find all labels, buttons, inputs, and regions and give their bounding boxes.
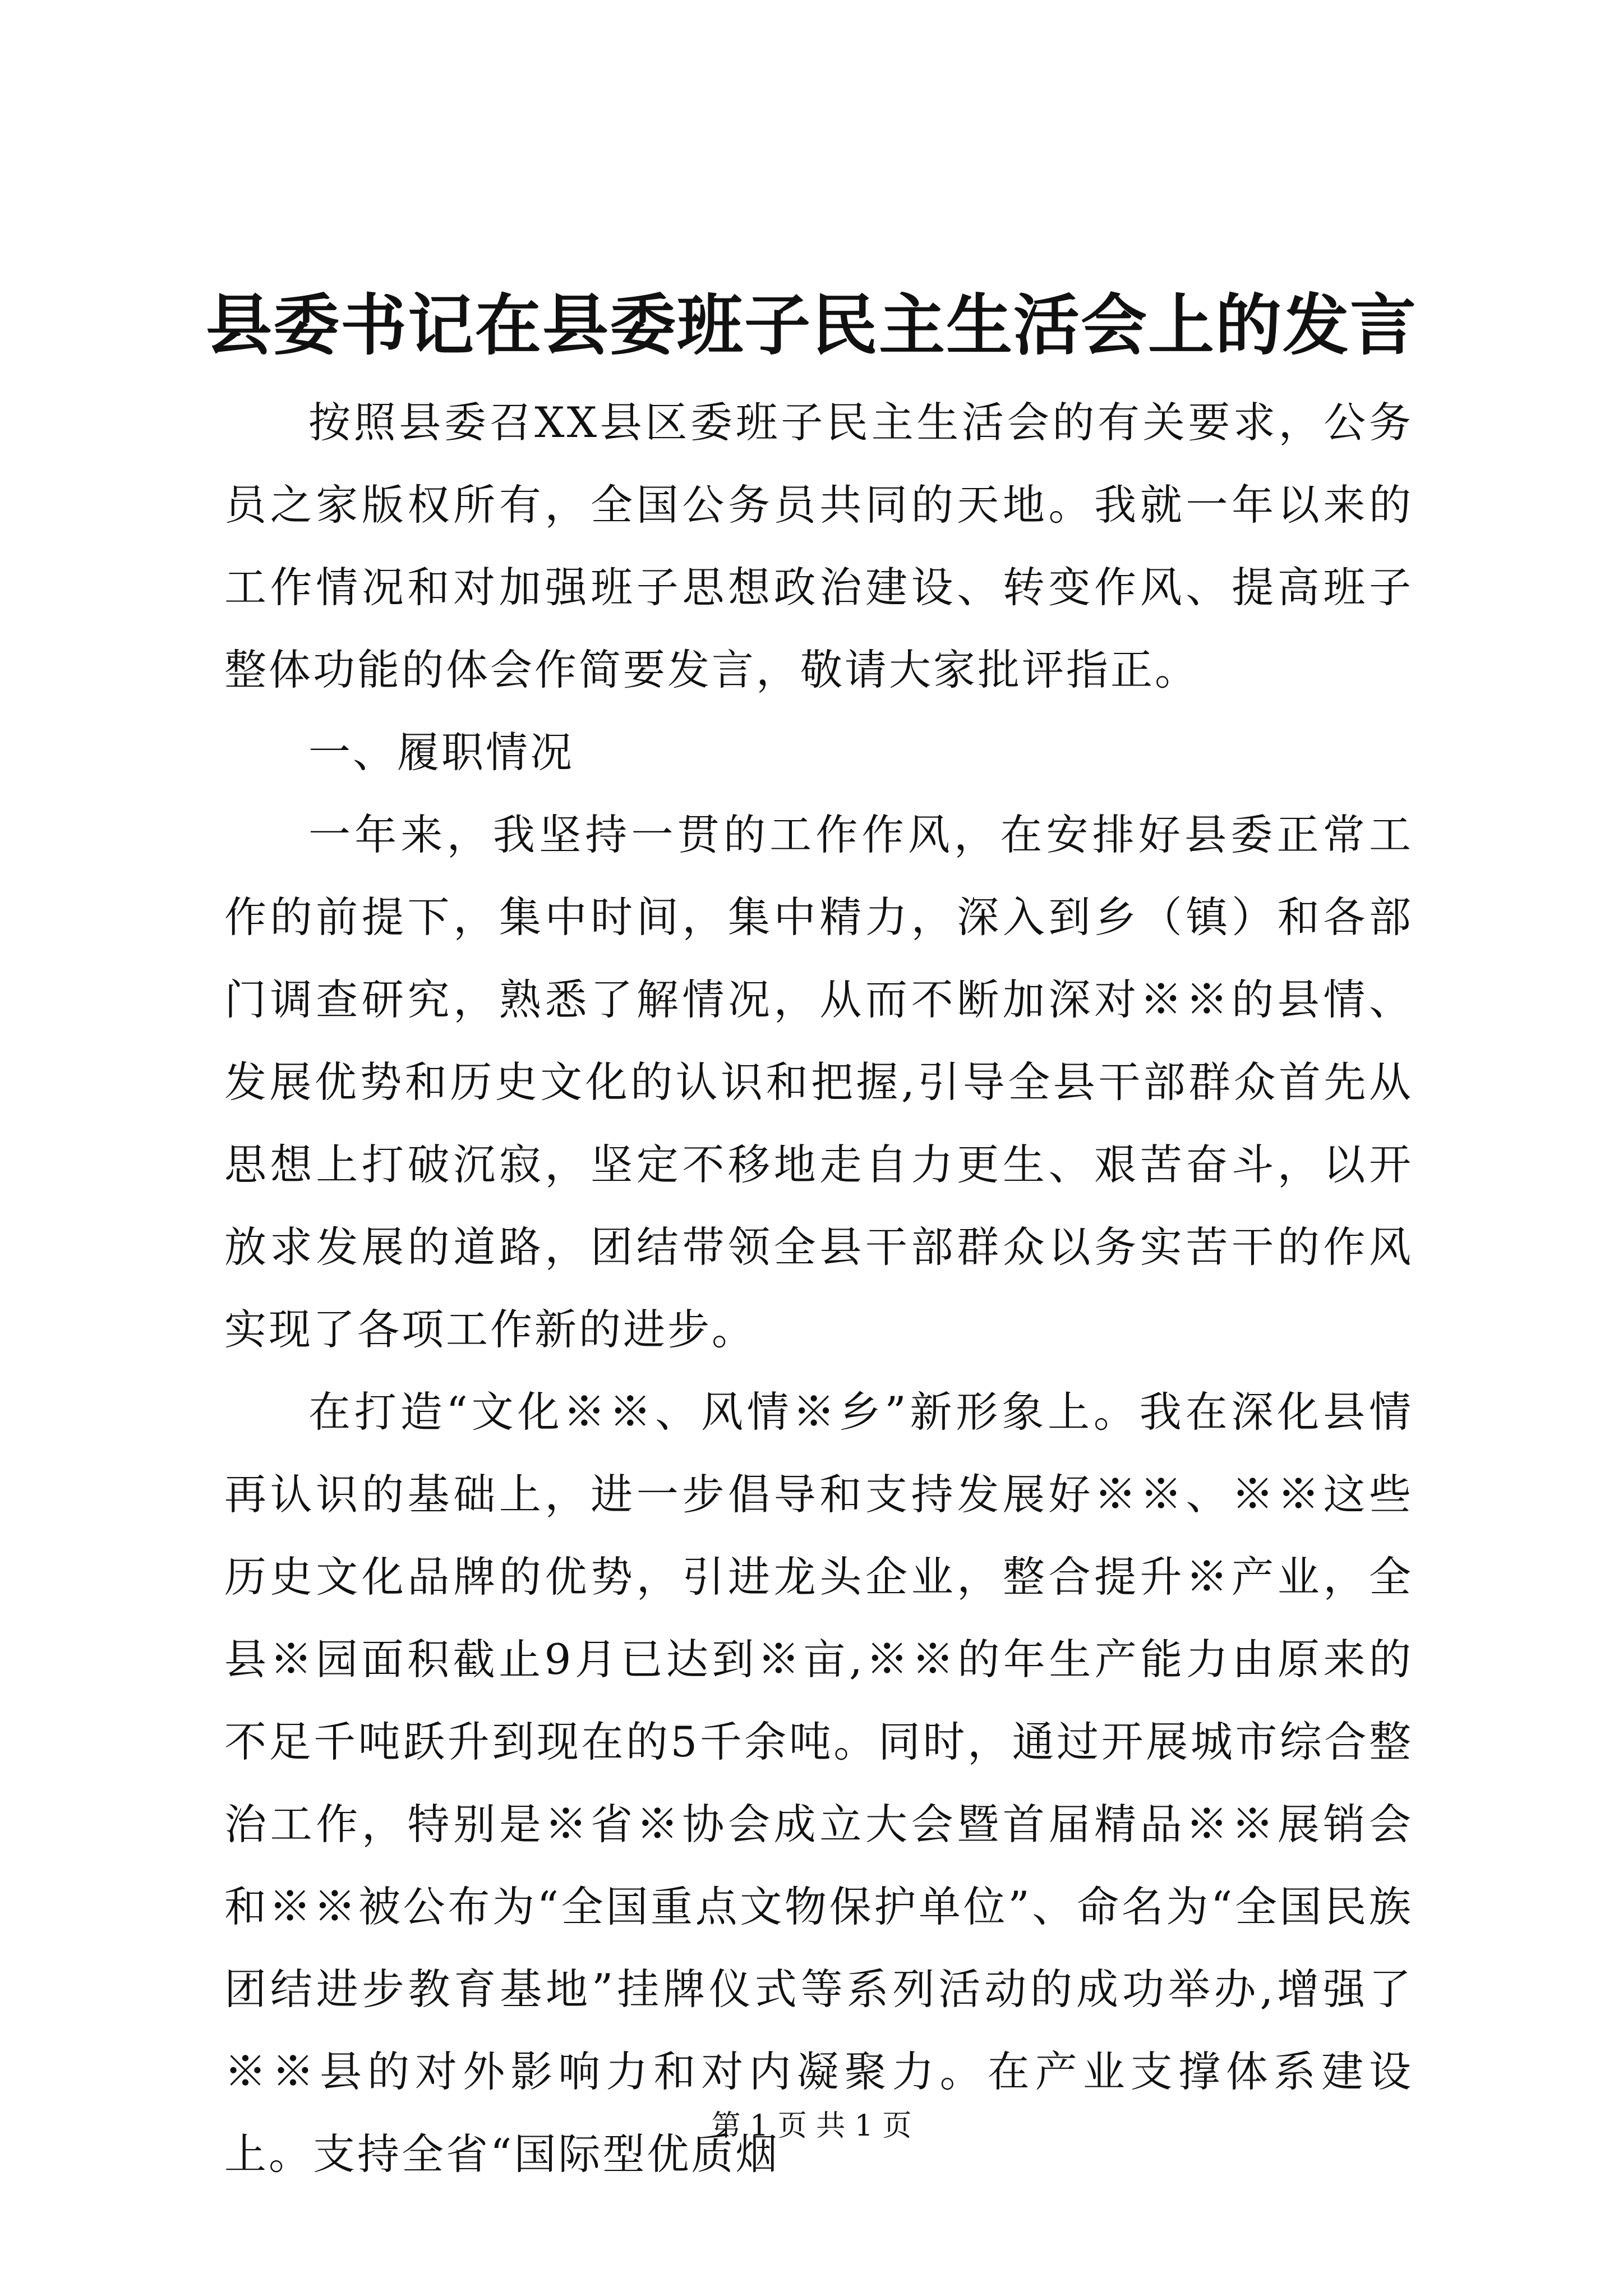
document-body [224, 381, 1413, 2196]
page-footer: 第 1 页 共 1 页 [711, 2109, 912, 2143]
paragraph-work-style: 一年来，我坚持一贯的工作作风，在安排好县委正常工作的前提下，集中时间，集中精力，深入到乡（镇）和各部门调查研究，熟悉了解情况，从而不断加深对※※的县情、发展优势和历史文化的认识和把握,引导全县干部群众首先从思想上打破沉寂，坚定不移地走自力更生、艰苦奋斗，以开放求发展的道路，团结带领全县干部群众以务实苦干的作风实现了各项工作新的进步。 [224, 810, 1413, 1354]
paragraph-culture-image: 在打造“文化※※、风情※乡”新形象上。我在深化县情再认识的基础上，进一步倡导和支持发展好※※、※※这些历史文化品牌的优势，引进龙头企业，整合提升※产业，全县※园面积截止9月已达到※亩,※※的年生产能力由原来的不足千吨跃升到现在的5千余吨。同时，通过开展城市综合整治工作，特别是※省※协会成立大会暨首届精品※※展销会和※※被公布为“全国重点文物保护单位”、命名为“全国民族团结进步教育基地”挂牌仪式等系列活动的成功举办,增强了※※县的对外影响力和对内凝聚力。在产业支撑体系建设上。支持全省“国际型优质烟 [224, 1387, 1413, 2179]
paragraph-intro: 按照县委召XX县区委班子民主生活会的有关要求，公务员之家版权所有，全国公务员共同的天地。我就一年以来的工作情况和对加强班子思想政治建设、转变作风、提高班子整体功能的体会作简要发言，敬请大家批评指正。 [224, 398, 1413, 694]
section-heading: 一、履职情况 [308, 728, 575, 777]
document-title: 县委书记在县委班子民主生活会上的发言 [205, 286, 1417, 364]
